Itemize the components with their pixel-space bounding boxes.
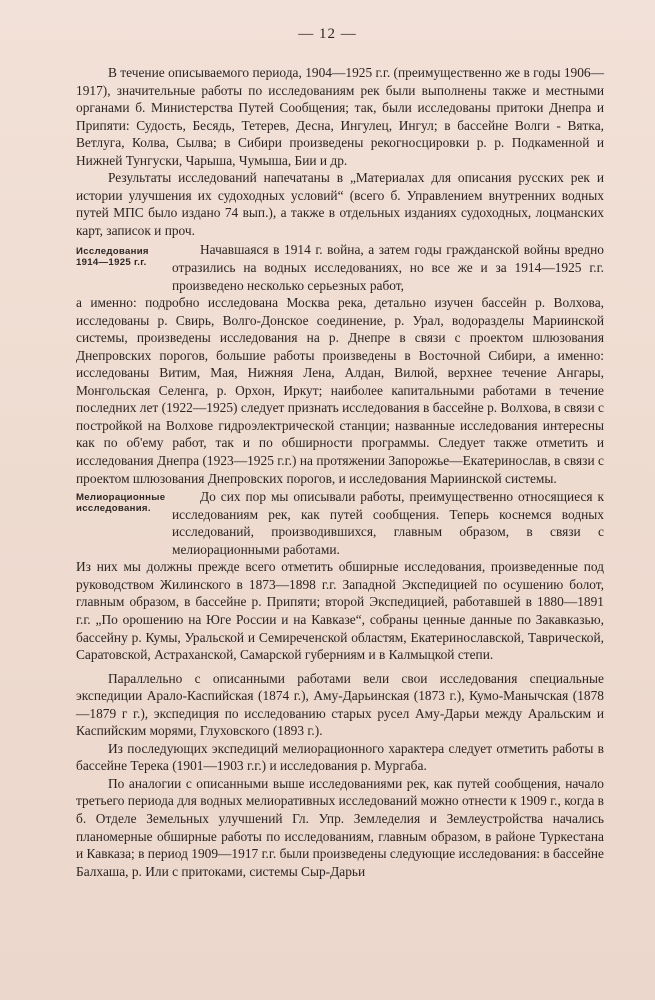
section1-body: а именно: подробно исследована Москва река, детально изучен бассейн р. Волхова, исследованы р. Свирь, Волго-Донское соединение, р. Урал, водоразделы Мариинской системы, произведены исследования на р. Днепре в связи с проектом шлюзования Днепровских порогов, большие работы произведены в Восточной Сибири, а именно: исследованы Витим, Мая, Нижняя Лена, Алдан, Вилюй, верхнее течение Ангары, Монгольская Селенга, р. Орхон, Иркут; наиболее капитальными работами в течение последних лет (1922—1925) следует признать исследования в бассейне р. Волхова, в связи с постройкой на Волхове гидроэлектрической станции; названные исследования интересны как по об'ему работ, так и по обширности программы. Следует также отметить и исследования Днепра (1923—1925 г.г.) на протяжении Запорожье—Екатеринослав, в связи с проектом шлюзования Днепровских порогов, и исследования Мариинской системы. (76, 295, 604, 486)
paragraph-2: Результаты исследований напечатаны в „Материалах для описания русских рек и истории улучшения их судоходных условий“ (всего б. Управлением внутренних водных путей МПС было издано 74 вып.), а также в отдельных изданиях судоходных, лоцманских карт, записок и проч. (76, 170, 604, 238)
margin-heading-1914-1925: Исследования 1914—1925 г.г. (76, 246, 149, 269)
margin-heading-melioration: Мелиорационные исследования. (76, 492, 166, 515)
paragraph-3: Параллельно с описанными работами вели свои исследования специальные экспедиции Арало-Каспийская (1874 г.), Аму-Дарьинская (1873 г.), Кумо-Манычская (1878—1879 г г.), экспедиция по исследованию старых русел Аму-Дарьи между Аральским и Каспийским морями, Глуховского (1893 г.). (76, 670, 604, 739)
page-number: — 12 — (298, 26, 357, 42)
document-body (76, 64, 604, 880)
section-melioration (76, 488, 604, 663)
paragraph-5: По аналогии с описанными выше исследованиями рек, как путей сообщения, начало третьего периода для водных мелиоративных исследований можно отнести к 1909 г., когда в б. Отделе Земельных улучшений Гл. Упр. Земледелия и Землеустройства начались планомерные обширные работы по исследованиям, главным образом, в районе Туркестана и Кавказа; в период 1909—1917 г.г. были произведены следующие исследования: в бассейне Балхаша, р. Или с притоками, системы Сыр-Дарьи (76, 775, 604, 879)
section2-lead: До сих пор мы описывали работы, преимущественно относящиеся к исследованиям рек, как путей сообщения. Теперь коснемся водных исследований, производившихся, главным образом, в связи с мелиорационными работами. (172, 489, 604, 557)
paragraph-4: Из последующих экспедиций мелиорационного характера следует отметить работы в бассейне Терека (1901—1903 г.г.) и исследования р. Мургаба. (76, 740, 604, 774)
section1-lead: Начавшаяся в 1914 г. война, а затем годы гражданской войны вредно отразились на водных исследованиях, но все же и за 1914—1925 г.г. произведено несколько серьезных работ, (172, 242, 604, 293)
section2-body: Из них мы должны прежде всего отметить обширные исследования, произведенные под руководством Жилинского в 1873—1898 г.г. Западной Экспедицией по осушению болот, главным образом, в бассейне р. Припяти; второй Экспедицией, работавшей в 1880—1891 г.г. „По орошению на Юге России и на Кавказе“, собраны ценные данные по Закавказью, бассейну р. Кумы, Уральской и Семиреченской областям, Екатеринославской, Таврической, Саратовской, Астраханской, Самарской губерниям и в Калмыцкой степи. (76, 559, 604, 663)
section-research-1914-1925 (76, 241, 604, 487)
paragraph-1: В течение описываемого периода, 1904—1925 г.г. (преимущественно же в годы 1906—1917), значительные работы по исследованиям рек были выполнены также и местными органами б. Министерства Путей Сообщения; так, были исследованы притоки Днепра и Припяти: Судость, Бесядь, Тетерев, Десна, Ингулец, Ингул; в бассейне Волги - Вятка, Ветлуга, Колва, Сылва; в Сибири произведены рекогносцировки р. р. Подкаменной и Нижней Тунгуски, Чарыша, Чумыша, Бии и др. (76, 65, 604, 168)
